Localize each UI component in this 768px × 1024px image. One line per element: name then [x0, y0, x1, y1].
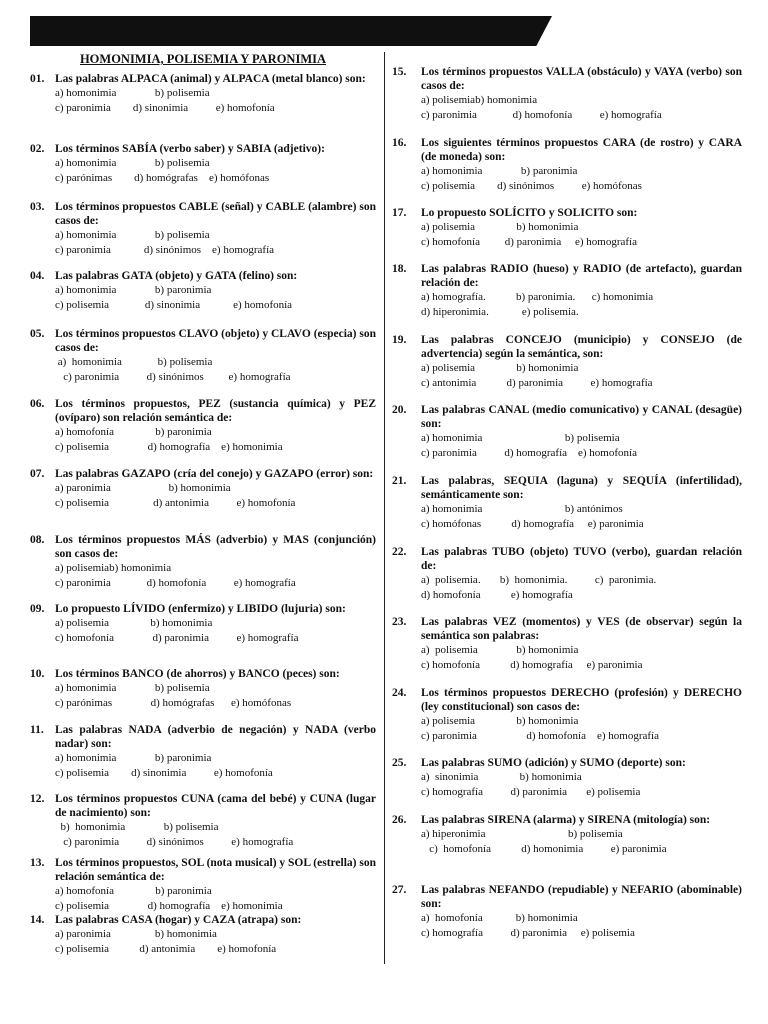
answer-options: a) polisemia b) homonimia c) paronimia d) homofonía e) homografía [421, 715, 659, 742]
answer-options: b) homonimia b) polisemia c) paronimia d) sinónimos e) homografía [60, 821, 294, 848]
question-stem: Las palabras GAZAPO (cría del conejo) y GAZAPO (error) son: [55, 468, 374, 480]
question-item [30, 913, 376, 956]
question-number: 26. [392, 814, 407, 826]
question-body [55, 602, 376, 645]
question-body [55, 856, 376, 913]
question-stem: Los términos SABÍA (verbo saber) y SABIA (adjetivo): [55, 143, 325, 155]
question-number: 03. [30, 201, 45, 213]
question-item [30, 142, 376, 185]
answer-options: a) homofonía b) homonimia c) homografía d) paronimia e) polisemia [421, 912, 635, 939]
question-number: 21. [392, 475, 407, 487]
question-stem: Los términos propuestos VALLA (obstáculo) y VAYA (verbo) son casos de: [421, 66, 742, 92]
question-stem: Las palabras NADA (adverbio de negación) y NADA (verbo nadar) son: [55, 724, 376, 750]
question-item [30, 856, 376, 913]
question-body [421, 813, 742, 856]
question-stem: Los términos propuestos CABLE (señal) y CABLE (alambre) son casos de: [55, 201, 376, 227]
question-number: 18. [392, 263, 407, 275]
question-number: 08. [30, 534, 45, 546]
question-item [392, 686, 742, 743]
question-stem: Las palabras CONCEJO (municipio) y CONSEJO (de advertencia) según la semántica, son: [421, 334, 742, 360]
question-stem: Las palabras NEFANDO (repudiable) y NEFARIO (abominable) son: [421, 884, 742, 910]
answer-options: a) hiperonimia b) polisemia c) homofonía d) homonimia e) paronimia [421, 828, 667, 855]
question-number: 14. [30, 914, 45, 926]
answer-options: a) polisemia b) homonimia c) homofonía d) paronimia e) homografía [55, 617, 299, 644]
question-item [30, 200, 376, 257]
answer-options: a) homonimia b) polisemia c) paronimia d) sinónimos e) homografía [57, 356, 291, 383]
question-stem: Las palabras, SEQUIA (laguna) y SEQUÍA (infertilidad), semánticamente son: [421, 475, 742, 501]
answer-options: a) homonimia b) polisemia c) paronimia d) sinónimos e) homografía [55, 229, 275, 256]
question-item [30, 467, 376, 510]
answer-options: a) polisemia b) homonimia c) homofonía d) paronimia e) homografía [421, 221, 637, 248]
question-body [421, 136, 742, 193]
answer-options: a) homonimia b) polisemia c) parónimas d) homógrafas e) homófonas [55, 682, 292, 709]
question-number: 11. [30, 724, 44, 736]
question-stem: Las palabras TUBO (objeto) TUVO (verbo), guardan relación de: [421, 546, 742, 572]
question-number: 12. [30, 793, 45, 805]
question-item [392, 333, 742, 390]
question-body [55, 792, 376, 849]
question-body [55, 142, 376, 185]
question-body [421, 262, 742, 319]
question-body [55, 723, 376, 780]
question-number: 13. [30, 857, 45, 869]
answer-options: a) homografía. b) paronimia. c) homonimia d) hiperonimia. e) polisemia. [421, 291, 654, 318]
answer-options: a) homonimia b) paronimia c) polisemia d) sinonimia e) homofonía [55, 752, 273, 779]
question-stem: Los términos BANCO (de ahorros) y BANCO (peces) son: [55, 668, 340, 680]
question-number: 15. [392, 66, 407, 78]
question-body [421, 545, 742, 602]
question-stem: Los siguientes términos propuestos CARA (de rostro) y CARA (de moneda) son: [421, 137, 742, 163]
question-stem: Las palabras ALPACA (animal) y ALPACA (metal blanco) son: [55, 73, 366, 85]
answer-options: a) paronimia b) homonimia c) polisemia d) antonimia e) homofonía [55, 928, 277, 955]
question-number: 09. [30, 603, 45, 615]
answer-options: a) polisemiab) homonimia c) paronimia d) homofonía e) homografía [55, 562, 296, 589]
question-number: 04. [30, 270, 45, 282]
question-number: 07. [30, 468, 45, 480]
answer-options: a) homonimia b) polisemia c) paronimia d) sinonimia e) homofonía [55, 87, 275, 114]
question-body [421, 756, 742, 799]
question-body [55, 397, 376, 454]
question-item [392, 403, 742, 460]
question-body [55, 533, 376, 590]
question-number: 05. [30, 328, 45, 340]
question-item [30, 723, 376, 780]
question-number: 24. [392, 687, 407, 699]
question-stem: Los términos propuestos CLAVO (objeto) y CLAVO (especia) son casos de: [55, 328, 376, 354]
question-number: 16. [392, 137, 407, 149]
question-stem: Los términos propuestos CUNA (cama del bebé) y CUNA (lugar de nacimiento) son: [55, 793, 376, 819]
question-item [392, 474, 742, 531]
answer-options: a) polisemia b) homonimia c) homofonía d) homografía e) paronimia [421, 644, 643, 671]
question-stem: Los términos propuestos, PEZ (sustancia química) y PEZ (ovíparo) son relación semántica de: [55, 398, 376, 424]
question-body [55, 667, 376, 710]
question-number: 19. [392, 334, 407, 346]
question-item [30, 792, 376, 849]
question-item [30, 327, 376, 384]
question-body [421, 474, 742, 531]
question-item [392, 813, 742, 856]
question-body [55, 913, 376, 956]
question-item [30, 397, 376, 454]
answer-options: a) paronimia b) homonimia c) polisemia d) antonimia e) homofonía [55, 482, 296, 509]
question-item [30, 269, 376, 312]
question-item [392, 136, 742, 193]
answer-options: a) homonimia b) polisemia c) paronimia d) homografía e) homofonía [421, 432, 637, 459]
question-item [392, 545, 742, 602]
answer-options: a) homonimia b) paronimia c) polisemia d) sinonimia e) homofonía [55, 284, 293, 311]
question-body [421, 615, 742, 672]
answer-options: a) homonimia b) polisemia c) parónimas d) homógrafas e) homófonas [55, 157, 270, 184]
question-item [392, 756, 742, 799]
question-number: 20. [392, 404, 407, 416]
question-body [421, 883, 742, 940]
column-divider [384, 52, 385, 964]
question-stem: Las palabras RADIO (hueso) y RADIO (de artefacto), guardan relación de: [421, 263, 742, 289]
question-stem: Las palabras VEZ (momentos) y VES (de observar) según la semántica son palabras: [421, 616, 742, 642]
question-stem: Lo propuesto LÍVIDO (enfermizo) y LIBIDO (lujuria) son: [55, 603, 346, 615]
answer-options: a) sinonimia b) homonimia c) homografía d) paronimia e) polisemia [421, 771, 641, 798]
question-number: 22. [392, 546, 407, 558]
question-body [55, 200, 376, 257]
question-item [30, 72, 376, 115]
answer-options: a) polisemia b) homonimia c) antonimia d) paronimia e) homografía [421, 362, 653, 389]
question-body [421, 206, 742, 249]
question-stem: Las palabras SUMO (adición) y SUMO (deporte) son: [421, 757, 686, 769]
question-body [55, 327, 376, 384]
question-body [421, 333, 742, 390]
question-number: 17. [392, 207, 407, 219]
question-number: 10. [30, 668, 45, 680]
answer-options: a) homofonía b) paronimia c) polisemia d) homografía e) homonimia [55, 426, 283, 453]
page-title: HOMONIMIA, POLISEMIA Y PARONIMIA [79, 52, 327, 66]
question-body [421, 686, 742, 743]
question-stem: Los términos propuestos, SOL (nota musical) y SOL (estrella) son relación semántica de: [55, 857, 376, 883]
question-stem: Las palabras CANAL (medio comunicativo) y CANAL (desagüe) son: [421, 404, 742, 430]
question-item [392, 883, 742, 940]
question-item [392, 615, 742, 672]
answer-options: a) polisemia. b) homonimia. c) paronimia. d) homofonía e) homografía [421, 574, 657, 601]
question-stem: Las palabras GATA (objeto) y GATA (felino) son: [55, 270, 298, 282]
answer-options: a) homonimia b) paronimia c) polisemia d) sinónimos e) homófonas [421, 165, 642, 192]
question-stem: Los términos propuestos DERECHO (profesión) y DERECHO (ley constitucional) son casos de: [421, 687, 742, 713]
question-stem: Lo propuesto SOLÍCITO y SOLICITO son: [421, 207, 638, 219]
question-item [30, 667, 376, 710]
answer-options: a) homofonía b) paronimia c) polisemia d) homografía e) homonimia [55, 885, 283, 912]
question-item [30, 533, 376, 590]
question-item [392, 65, 742, 122]
answer-options: a) polisemiab) homonimia c) paronimia d) homofonía e) homografía [421, 94, 662, 121]
answer-options: a) homonimia b) antónimos c) homófonas d) homografía e) paronimia [421, 503, 644, 530]
question-body [55, 72, 376, 115]
question-number: 06. [30, 398, 45, 410]
question-number: 25. [392, 757, 407, 769]
question-item [30, 602, 376, 645]
question-number: 27. [392, 884, 407, 896]
question-item [392, 206, 742, 249]
question-item [392, 262, 742, 319]
question-stem: Los términos propuestos MÁS (adverbio) y MAS (conjunción) son casos de: [55, 534, 376, 560]
question-body [55, 269, 376, 312]
question-number: 02. [30, 143, 45, 155]
question-stem: Las palabras CASA (hogar) y CAZA (atrapa) son: [55, 914, 302, 926]
question-number: 23. [392, 616, 407, 628]
question-body [421, 65, 742, 122]
question-body [421, 403, 742, 460]
question-body [55, 467, 376, 510]
question-number: 01. [30, 73, 45, 85]
question-stem: Las palabras SIRENA (alarma) y SIRENA (mitología) son: [421, 814, 711, 826]
header-banner [30, 16, 552, 46]
